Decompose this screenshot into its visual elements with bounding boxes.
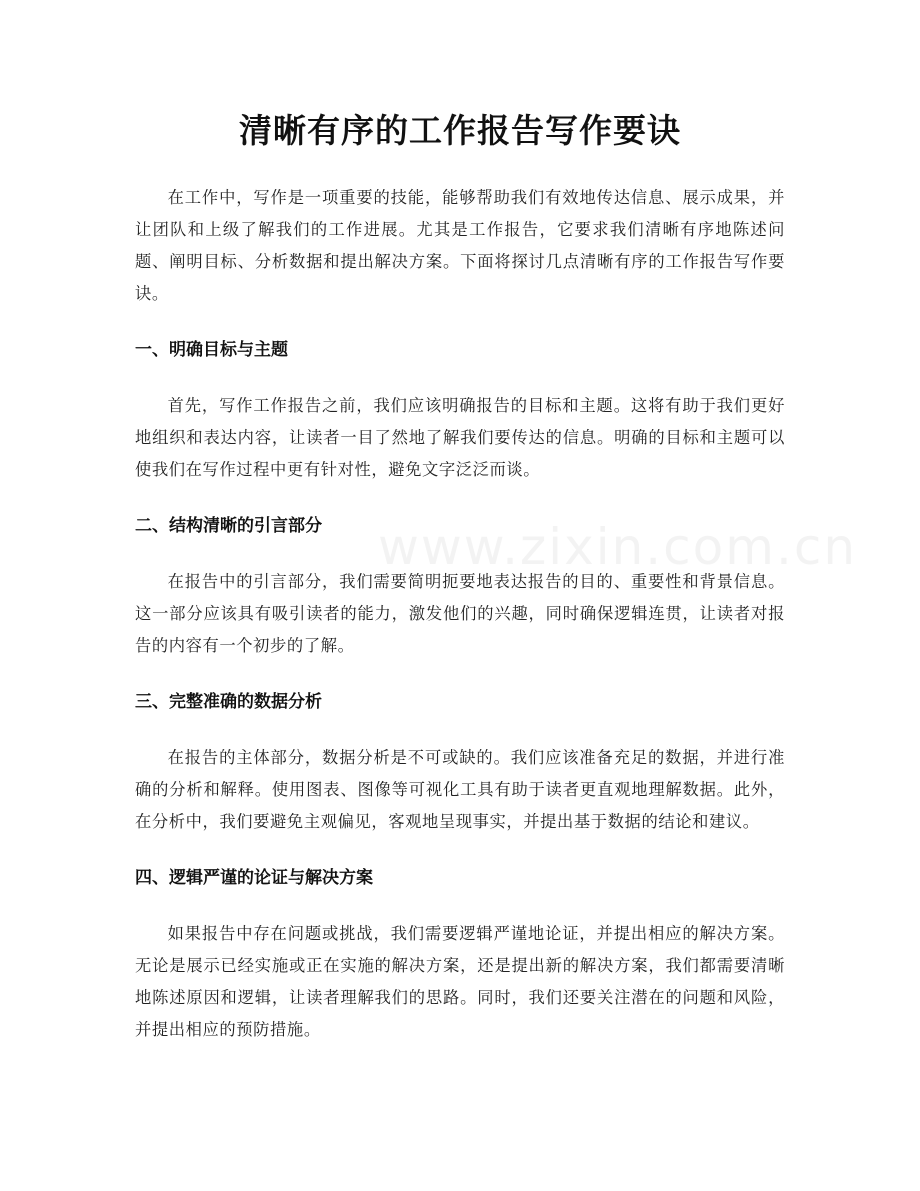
document-title: 清晰有序的工作报告写作要诀 <box>239 111 681 150</box>
section-body-1: 首先，写作工作报告之前，我们应该明确报告的目标和主题。这将有助于我们更好地组织和表达内容，让读者一目了然地了解我们要传达的信息。明确的目标和主题可以使我们在写作过程中更有针对性，避免文字泛泛而谈。 <box>135 396 785 479</box>
section-body-3: 在报告的主体部分，数据分析是不可或缺的。我们应该准备充足的数据，并进行准确的分析和解释。使用图表、图像等可视化工具有助于读者更直观地理解数据。此外，在分析中，我们要避免主观偏见，客观地呈现事实，并提出基于数据的结论和建议。 <box>135 748 785 831</box>
section-heading-3: 三、完整准确的数据分析 <box>135 692 322 712</box>
watermark: www.zixin.com.cn <box>378 518 858 576</box>
section-body-4: 如果报告中存在问题或挑战，我们需要逻辑严谨地论证，并提出相应的解决方案。无论是展示已经实施或正在实施的解决方案，还是提出新的解决方案，我们都需要清晰地陈述原因和逻辑，让读者理解我们的思路。同时，我们还要关注潜在的问题和风险，并提出相应的预防措施。 <box>135 924 785 1039</box>
intro-paragraph: 在工作中，写作是一项重要的技能，能够帮助我们有效地传达信息、展示成果，并让团队和上级了解我们的工作进展。尤其是工作报告，它要求我们清晰有序地陈述问题、阐明目标、分析数据和提出解决方案。下面将探讨几点清晰有序的工作报告写作要诀。 <box>135 188 785 303</box>
section-heading-2: 二、结构清晰的引言部分 <box>135 516 322 536</box>
section-heading-1: 一、明确目标与主题 <box>135 340 288 360</box>
section-body-2: 在报告中的引言部分，我们需要简明扼要地表达报告的目的、重要性和背景信息。这一部分应该具有吸引读者的能力，激发他们的兴趣，同时确保逻辑连贯，让读者对报告的内容有一个初步的了解。 <box>135 572 785 655</box>
section-heading-4: 四、逻辑严谨的论证与解决方案 <box>135 868 373 888</box>
